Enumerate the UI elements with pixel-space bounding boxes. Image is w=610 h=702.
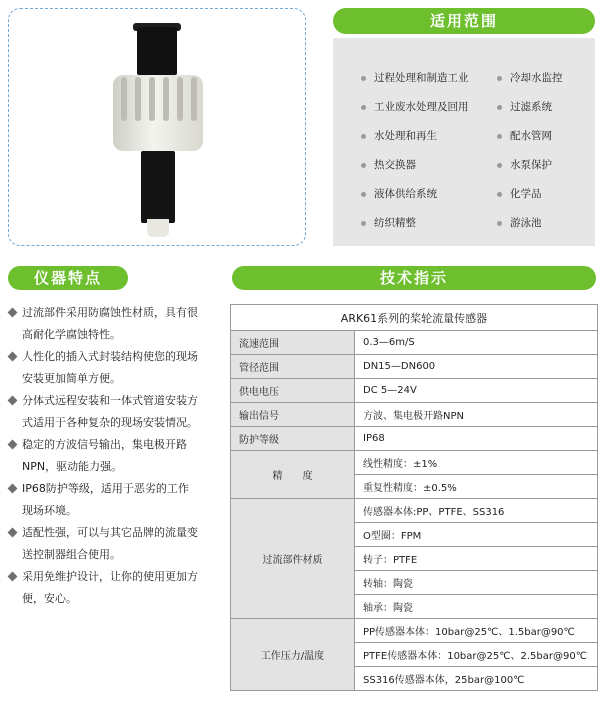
spec-table: [230, 304, 598, 691]
application-title: 适用范围: [333, 8, 595, 34]
application-item: 冷却水监控: [497, 70, 563, 85]
application-item: 化学品: [497, 186, 542, 201]
spec-label: 供电电压: [231, 379, 355, 403]
paddle-wheel-sensor-image: [113, 19, 203, 241]
spec-value: O型圈：FPM: [355, 523, 598, 547]
diamond-bullet-icon: [8, 484, 18, 494]
bullet-dot-icon: [361, 105, 366, 110]
table-row: [231, 355, 598, 379]
table-row: [231, 379, 598, 403]
application-item: 液体供给系统: [361, 186, 437, 201]
spec-label: 精 度: [231, 451, 355, 499]
features-title: 仪器特点: [8, 266, 128, 290]
application-item: 水处理和再生: [361, 128, 437, 143]
spec-value: 重复性精度：±0.5%: [355, 475, 598, 499]
feature-item: 稳定的方波信号输出，集电极开路NPN，驱动能力强。: [8, 434, 198, 478]
spec-value: 0.3—6m/S: [355, 331, 598, 355]
application-item: 水泵保护: [497, 157, 552, 172]
spec-value: 转轴：陶瓷: [355, 571, 598, 595]
spec-value: DN15—DN600: [355, 355, 598, 379]
spec-value: 传感器本体:PP、PTFE、SS316: [355, 499, 598, 523]
application-item: 热交换器: [361, 157, 416, 172]
spec-label: 过流部件材质: [231, 499, 355, 619]
feature-item: IP68防护等级，适用于恶劣的工作现场环境。: [8, 478, 198, 522]
diamond-bullet-icon: [8, 572, 18, 582]
application-item: 工业废水处理及回用: [361, 99, 469, 114]
spec-value: IP68: [355, 427, 598, 451]
spec-label: 流速范围: [231, 331, 355, 355]
feature-item: 采用免维护设计，让你的使用更加方便，安心。: [8, 566, 198, 610]
application-item: 纺织精整: [361, 215, 416, 230]
bullet-dot-icon: [361, 76, 366, 81]
application-item: 配水管网: [497, 128, 552, 143]
spec-value: 转子：PTFE: [355, 547, 598, 571]
feature-item: 分体式远程安装和一体式管道安装方式适用于各种复杂的现场安装情况。: [8, 390, 198, 434]
table-row: [231, 619, 598, 643]
diamond-bullet-icon: [8, 440, 18, 450]
bullet-dot-icon: [497, 105, 502, 110]
bullet-dot-icon: [497, 134, 502, 139]
diamond-bullet-icon: [8, 528, 18, 538]
table-row: [231, 451, 598, 475]
table-row: [231, 427, 598, 451]
feature-item: 人性化的插入式封装结构使您的现场安装更加简单方便。: [8, 346, 198, 390]
table-row: [231, 499, 598, 523]
application-item: 过程处理和制造工业: [361, 70, 469, 85]
feature-item: 过流部件采用防腐蚀性材质，具有很高耐化学腐蚀特性。: [8, 302, 198, 346]
product-photo-card: [8, 8, 306, 246]
table-row: [231, 403, 598, 427]
diamond-bullet-icon: [8, 308, 18, 318]
spec-table-title: ARK61系列的桨轮流量传感器: [231, 305, 598, 331]
bullet-dot-icon: [497, 163, 502, 168]
spec-label: 输出信号: [231, 403, 355, 427]
application-item: 过滤系统: [497, 99, 552, 114]
spec-label: 防护等级: [231, 427, 355, 451]
table-row: [231, 305, 598, 331]
spec-label: 工作压力/温度: [231, 619, 355, 691]
bullet-dot-icon: [361, 221, 366, 226]
spec-value: 线性精度：±1%: [355, 451, 598, 475]
spec-label: 管径范围: [231, 355, 355, 379]
bullet-dot-icon: [361, 134, 366, 139]
application-item: 游泳池: [497, 215, 542, 230]
spec-value: DC 5—24V: [355, 379, 598, 403]
specs-title: 技术指示: [232, 266, 596, 290]
bullet-dot-icon: [497, 221, 502, 226]
bullet-dot-icon: [361, 163, 366, 168]
spec-value: PP传感器本体：10bar@25℃、1.5bar@90℃: [355, 619, 598, 643]
spec-value: 轴承：陶瓷: [355, 595, 598, 619]
diamond-bullet-icon: [8, 396, 18, 406]
feature-item: 适配性强，可以与其它品牌的流量变送控制器组合使用。: [8, 522, 198, 566]
spec-value: SS316传感器本体，25bar@100℃: [355, 667, 598, 691]
diamond-bullet-icon: [8, 352, 18, 362]
bullet-dot-icon: [497, 192, 502, 197]
features-list: [8, 302, 198, 610]
table-row: [231, 331, 598, 355]
bullet-dot-icon: [497, 76, 502, 81]
spec-value: PTFE传感器本体：10bar@25℃、2.5bar@90℃: [355, 643, 598, 667]
bullet-dot-icon: [361, 192, 366, 197]
application-list: [333, 38, 595, 246]
spec-value: 方波、集电极开路NPN: [355, 403, 598, 427]
